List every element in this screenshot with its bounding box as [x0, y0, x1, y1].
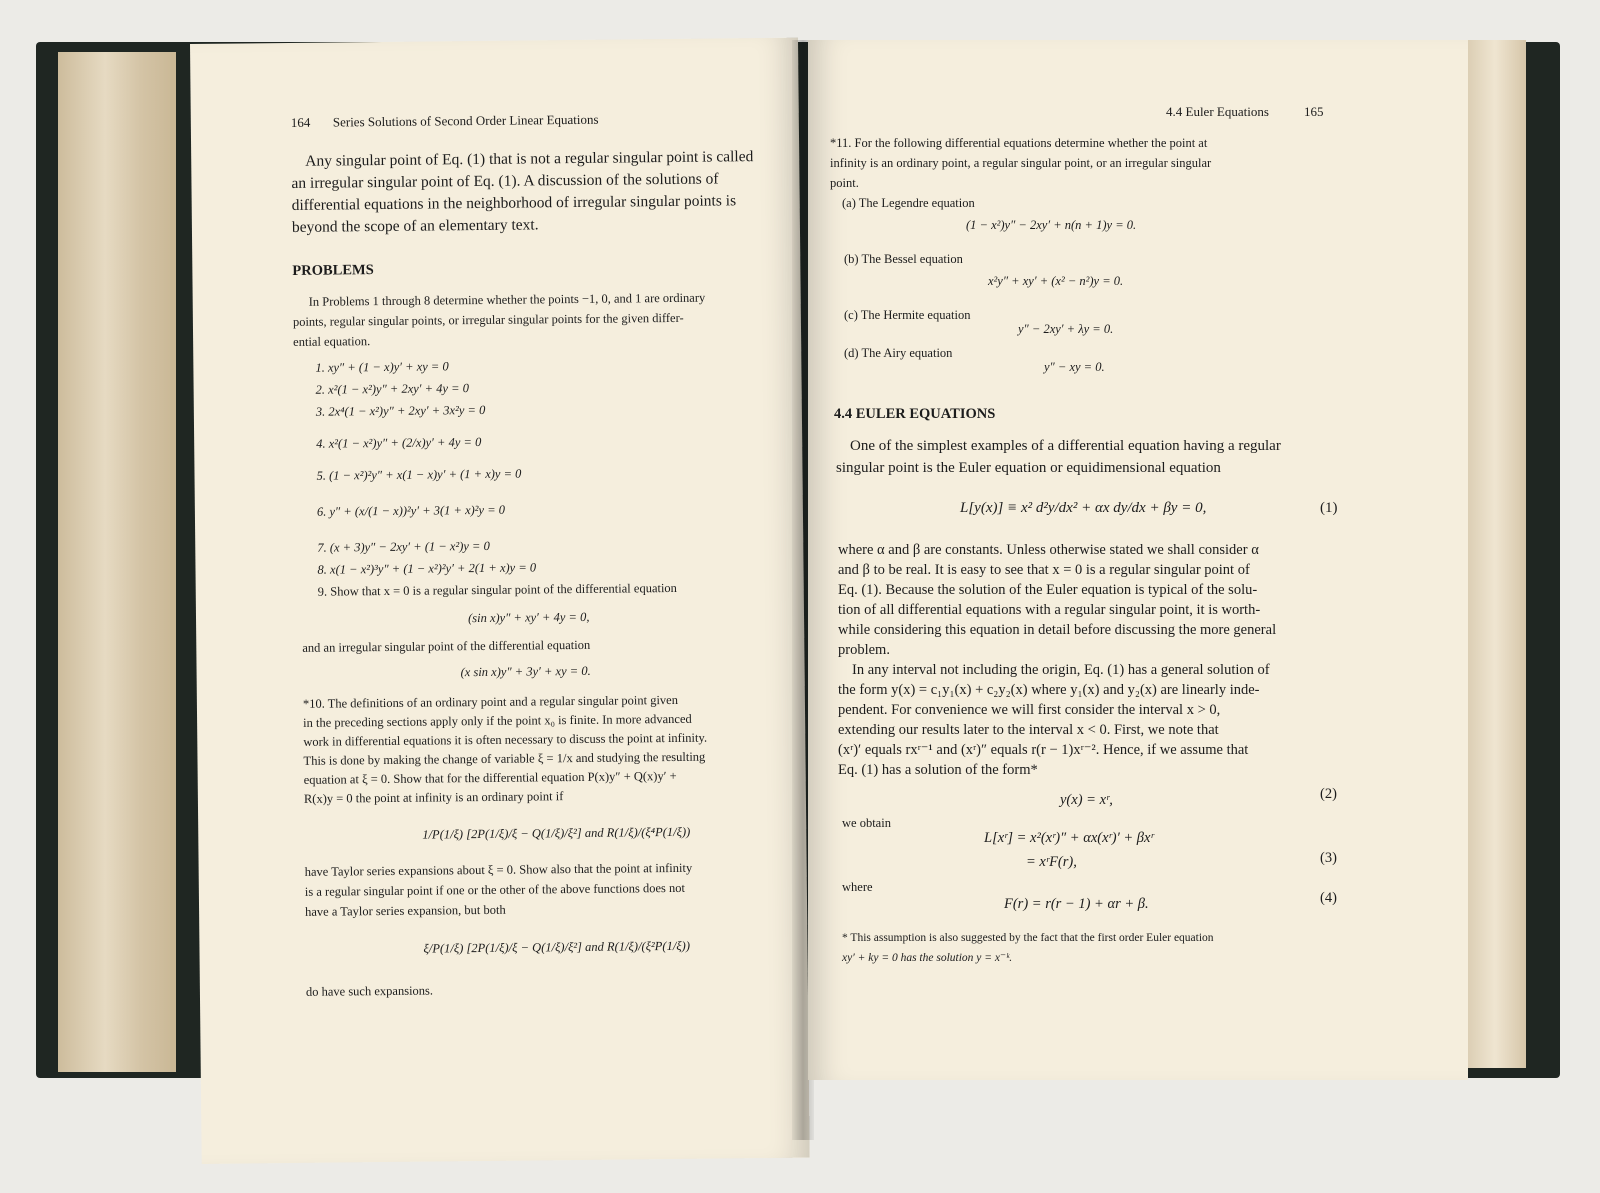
intro-line: beyond the scope of an elementary text. [291, 216, 539, 236]
equation-number: (3) [1320, 850, 1337, 866]
formula: ξ/P(1/ξ) [2P(1/ξ)/ξ − Q(1/ξ)/ξ²] and R(1/ξ)/(ξ²P(1/ξ)) [423, 938, 691, 956]
problem-item: 9. Show that x = 0 is a regular singular point of the differential equation [317, 580, 677, 599]
problem-item: 1. xy″ + (1 − x)y′ + xy = 0 [315, 359, 449, 375]
equation-3a: L[xʳ] = x²(xʳ)″ + αx(xʳ)′ + βxʳ [984, 830, 1154, 846]
paragraph-line: infinity is an ordinary point, a regular singular point, or an irregular singular [830, 156, 1212, 170]
equation: (x sin x)y″ + 3y′ + xy = 0. [460, 663, 591, 680]
right-page [808, 40, 1468, 1080]
problem-item: 6. y″ + (x/(1 − x))²y′ + 3(1 + x)²y = 0 [316, 502, 506, 519]
problem-item: 2. x²(1 − x²)y″ + 2xy′ + 4y = 0 [315, 381, 469, 397]
problems-intro-line: ential equation. [293, 334, 371, 349]
paragraph-line: This is done by making the change of variable ξ = 1/x and studying the resulting [303, 749, 706, 768]
problems-intro-line: points, regular singular points, or irregular singular points for the given differ- [292, 310, 684, 329]
item-label: (c) The Hermite equation [844, 308, 971, 322]
paragraph-line: equation at ξ = 0. Show that for the differential equation P(x)y″ + Q(x)y′ + [303, 768, 677, 787]
page-number: 165 [1304, 104, 1324, 119]
paragraph-line: in the preceding sections apply only if the point x₀ is finite. In more advanced [303, 711, 692, 730]
paragraph-line: R(x)y = 0 the point at infinity is an ordinary point if [303, 789, 564, 806]
item-label: (a) The Legendre equation [842, 196, 975, 210]
paragraph-line: tion of all differential equations with a regular singular point, it is worth- [838, 602, 1261, 618]
paragraph-line: *11. For the following differential equations determine whether the point at [830, 136, 1208, 150]
problem-item: 3. 2x⁴(1 − x²)y″ + 2xy′ + 3x²y = 0 [315, 402, 486, 419]
paragraph-line: singular point is the Euler equation or equidimensional equation [836, 460, 1221, 476]
paragraph-line: have a Taylor series expansion, but both [305, 902, 506, 919]
paragraph-line: and an irregular singular point of the differential equation [302, 637, 591, 655]
equation-number: (4) [1320, 890, 1337, 906]
footnote-line: * This assumption is also suggested by the fact that the first order Euler equation [842, 932, 1214, 944]
running-head: 4.4 Euler Equations [1166, 104, 1269, 119]
problem-item: 4. x²(1 − x²)y″ + (2/x)y′ + 4y = 0 [316, 434, 482, 451]
paragraph-line: and β to be real. It is easy to see that x = 0 is a regular singular point of [838, 562, 1250, 578]
left-page [190, 38, 810, 1164]
problem-item: 8. x(1 − x²)³y″ + (1 − x²)²y′ + 2(1 + x)y = 0 [317, 560, 537, 577]
equation-3b: = xʳF(r), [1026, 854, 1077, 870]
section-heading: 4.4 EULER EQUATIONS [834, 406, 996, 422]
paragraph-line: we obtain [842, 816, 891, 830]
intro-line: Any singular point of Eq. (1) that is not a regular singular point is called [305, 148, 754, 170]
equation: x²y″ + xy′ + (x² − n²)y = 0. [988, 274, 1124, 288]
paragraph-line: extending our results later to the interval x < 0. First, we note that [838, 722, 1219, 738]
equation-2: y(x) = xʳ, [1060, 792, 1113, 808]
equation: (1 − x²)y″ − 2xy′ + n(n + 1)y = 0. [966, 218, 1137, 232]
paragraph-line: work in differential equations it is often necessary to discuss the point at infinity. [303, 730, 708, 749]
footnote-line: xy′ + ky = 0 has the solution y = x⁻ᵏ. [842, 952, 1013, 964]
equation: (sin x)y″ + xy′ + 4y = 0, [467, 609, 590, 626]
paragraph-line: the form y(x) = c₁y₁(x) + c₂y₂(x) where y₁(x) and y₂(x) are linearly inde- [838, 682, 1260, 698]
item-label: (b) The Bessel equation [844, 252, 963, 266]
equation-number: (2) [1320, 786, 1337, 802]
paragraph-line: pendent. For convenience we will first consider the interval x > 0, [838, 702, 1221, 718]
paragraph-line: One of the simplest examples of a differential equation having a regular [850, 438, 1281, 454]
right-page-edges [1464, 40, 1526, 1068]
running-head: Series Solutions of Second Order Linear Equations [332, 111, 599, 130]
paragraph-line: *10. The definitions of an ordinary point and a regular singular point given [302, 692, 678, 711]
problems-intro-line: In Problems 1 through 8 determine whether the points −1, 0, and 1 are ordinary [308, 290, 706, 309]
paragraph-line: is a regular singular point if one or the other of the above functions does not [304, 880, 686, 899]
left-page-edges [58, 52, 176, 1072]
paragraph-line: where α and β are constants. Unless otherwise stated we shall consider α [838, 542, 1259, 558]
paragraph-line: point. [830, 176, 859, 190]
paragraph-line: Eq. (1). Because the solution of the Euler equation is typical of the solu- [838, 582, 1258, 598]
paragraph-line: have Taylor series expansions about ξ = 0. Show also that the point at infinity [304, 860, 693, 879]
equation: y″ − xy = 0. [1044, 360, 1105, 374]
intro-line: differential equations in the neighborhood of irregular singular points is [291, 192, 737, 214]
formula: 1/P(1/ξ) [2P(1/ξ)/ξ − Q(1/ξ)/ξ²] and R(1/ξ)/(ξ⁴P(1/ξ)) [422, 824, 691, 842]
page-number: 164 [290, 114, 311, 130]
paragraph-line: In any interval not including the origin, Eq. (1) has a general solution of [852, 662, 1270, 678]
equation-1: L[y(x)] ≡ x² d²y/dx² + αx dy/dx + βy = 0, [960, 500, 1207, 516]
paragraph-line: where [842, 880, 873, 894]
paragraph-line: while considering this equation in detail before discussing the more general [838, 622, 1277, 638]
paragraph-line: problem. [838, 642, 890, 658]
paragraph-line: Eq. (1) has a solution of the form* [838, 762, 1038, 778]
equation-number: (1) [1320, 500, 1338, 516]
problem-item: 7. (x + 3)y″ − 2xy′ + (1 − x²)y = 0 [317, 538, 490, 555]
intro-line: an irregular singular point of Eq. (1). A discussion of the solutions of [291, 170, 719, 192]
item-label: (d) The Airy equation [844, 346, 953, 360]
paragraph-line: (xʳ)′ equals rxʳ⁻¹ and (xʳ)″ equals r(r − 1)xʳ⁻². Hence, if we assume that [838, 742, 1249, 758]
equation: y″ − 2xy′ + λy = 0. [1018, 322, 1114, 336]
paragraph-line: do have such expansions. [305, 983, 434, 999]
problems-heading: PROBLEMS [292, 262, 374, 279]
equation-4: F(r) = r(r − 1) + αr + β. [1004, 896, 1149, 912]
problem-item: 5. (1 − x²)²y″ + x(1 − x)y′ + (1 + x)y = 0 [316, 466, 522, 483]
